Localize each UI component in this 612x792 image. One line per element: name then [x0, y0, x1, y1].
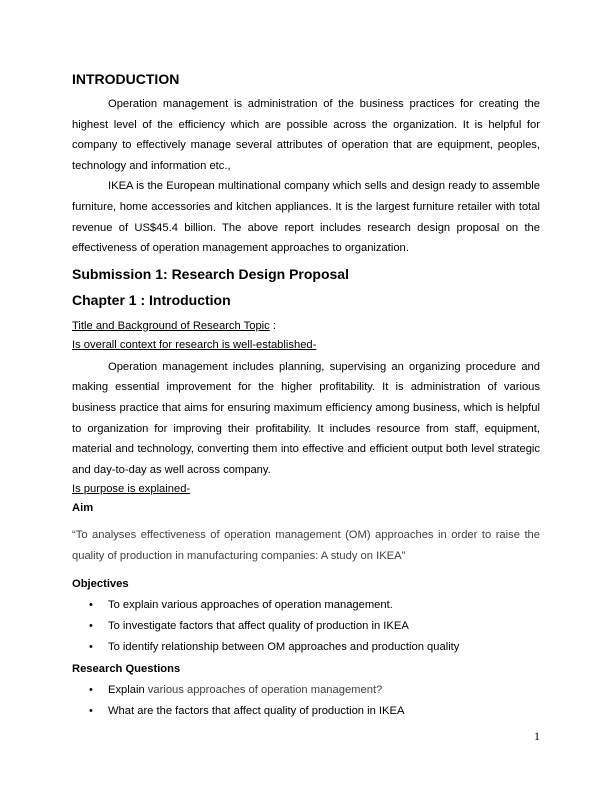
- bullet-icon: •: [89, 599, 93, 612]
- bullet-icon: •: [89, 684, 93, 697]
- bullet-icon: •: [89, 705, 93, 718]
- bullet-icon: •: [89, 641, 93, 654]
- page-number: 1: [534, 729, 540, 743]
- objective-item: • To investigate factors that affect quality of production in IKEA: [108, 616, 540, 637]
- title-background-suffix: :: [269, 319, 276, 332]
- bullet-icon: •: [89, 620, 93, 633]
- document-page: [72, 70, 540, 724]
- purpose-label: Is purpose is explained-: [72, 483, 191, 496]
- objective-item: • To explain various approaches of operation management.: [108, 595, 540, 616]
- objectives-list: [72, 595, 540, 658]
- context-label: Is overall context for research is well-established-: [72, 338, 317, 351]
- chapter-heading: Chapter 1 : Introduction: [72, 291, 231, 308]
- question-item: • What are the factors that affect quality of production in IKEA: [108, 701, 540, 722]
- intro-paragraph-1: Operation management is administration of the business practices for creating the highest level of the efficiency which are possible across the organization. It is helpful for company to effectively manage several attributes of operation that are equipment, peoples, technology and information etc.,: [72, 98, 540, 172]
- context-paragraph: Operation management includes planning, supervising an organizing procedure and making essential improvement for the higher profitability. It is administration of various business practice that aims for ensuring maximum efficiency among business, which is helpful to organization for improving their profitability. It includes resource from staff, equipment, material and technology, converting them into effective and efficient output both level strategic and day-to-day as well across company.: [72, 360, 540, 476]
- objective-item: • To identify relationship between OM approaches and production quality: [108, 637, 540, 658]
- objectives-label: Objectives: [72, 578, 129, 591]
- aim-label: Aim: [72, 502, 94, 515]
- title-background-line: [72, 317, 540, 336]
- research-questions-label: Research Questions: [72, 663, 181, 676]
- aim-text: “To analyses effectiveness of operation management (OM) approaches in order to raise the quality of production in manufacturing companies: A study on IKEA”: [72, 529, 540, 563]
- intro-paragraph-2: IKEA is the European multinational company which sells and design ready to assemble furniture, home accessories and kitchen appliances. It is the largest furniture retailer with total revenue of US$45.4 billion. The above report includes research design proposal on the effectiveness of operation management approaches to organization.: [72, 180, 540, 255]
- research-questions-list: [72, 680, 540, 722]
- question-item: • Explain various approaches of operation management?: [108, 680, 540, 701]
- introduction-heading: INTRODUCTION: [72, 71, 180, 87]
- submission-heading: Submission 1: Research Design Proposal: [72, 265, 349, 282]
- title-background-label: Title and Background of Research Topic: [72, 319, 270, 332]
